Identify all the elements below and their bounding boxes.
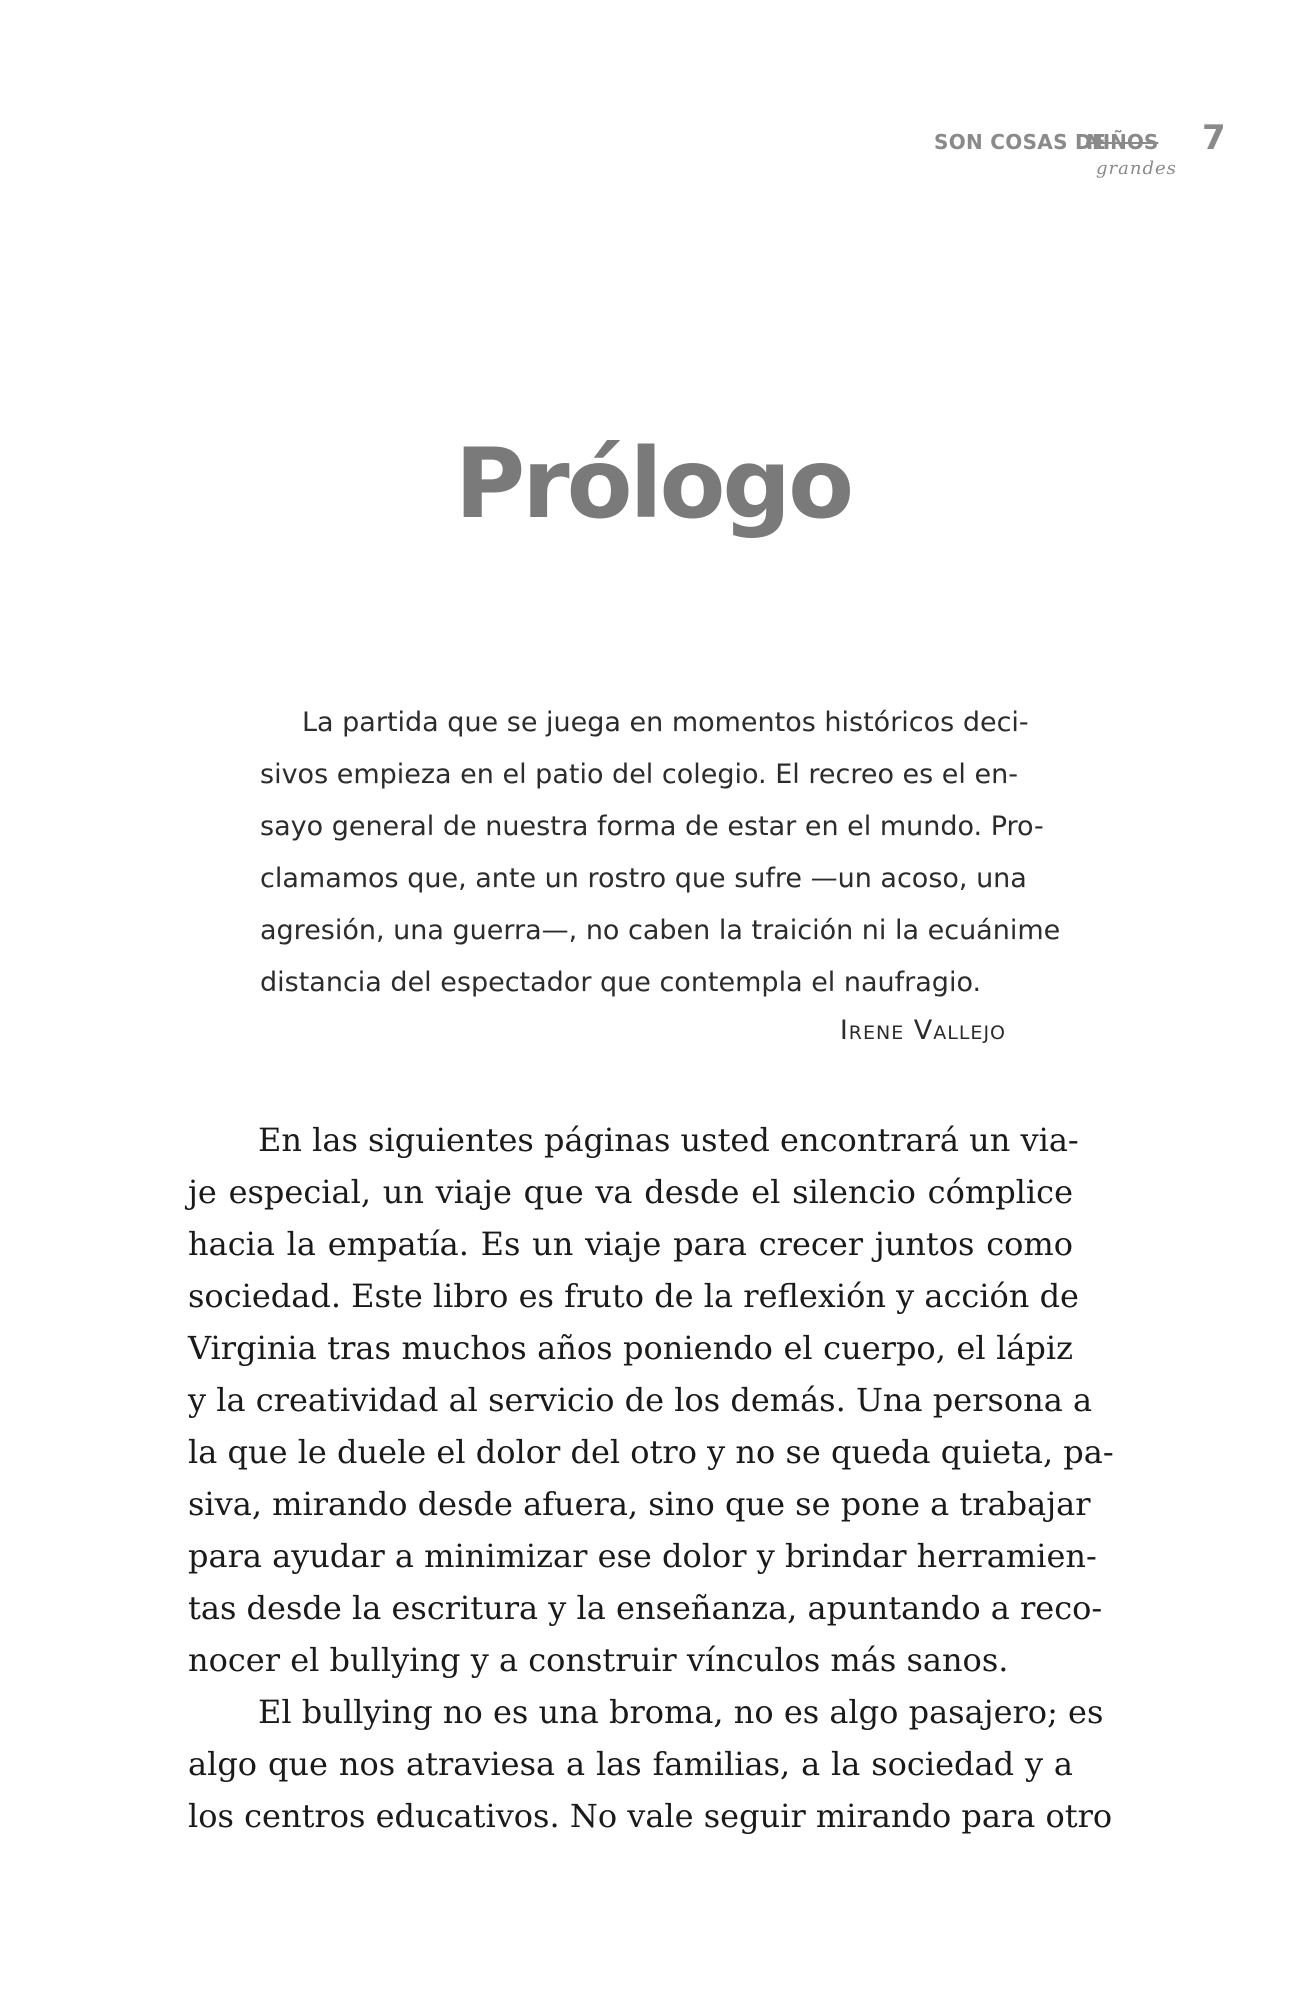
paragraph-line: para ayudar a minimizar ese dolor y brindar herramien- [188,1537,1097,1575]
page-number: 7 [1202,118,1226,158]
paragraph-line: algo que nos atraviesa a las familias, a la sociedad y a [188,1745,1073,1783]
paragraph-line: Virginia tras muchos años poniendo el cuerpo, el lápiz [188,1329,1073,1367]
paragraph-line: y la creatividad al servicio de los demás. Una persona a [188,1381,1093,1419]
epigraph-line: La partida que se juega en momentos históricos deci- [302,707,1029,738]
epigraph-line: sivos empieza en el patio del colegio. El recreo es el en- [260,759,1018,790]
handwritten-word: grandes [1096,158,1177,179]
paragraph-line: tas desde la escritura y la enseñanza, apuntando a reco- [188,1589,1103,1627]
running-title: SON COSAS DE [934,130,1106,154]
epigraph-line: distancia del espectador que contempla el naufragio. [260,967,982,998]
paragraph-line: sociedad. Este libro es fruto de la reflexión y acción de [188,1277,1079,1315]
paragraph-line: siva, mirando desde afuera, sino que se pone a trabajar [188,1485,1091,1523]
body-text [188,1114,1114,1842]
struck-word: NIÑOS [1086,130,1159,154]
paragraph-line: En las siguientes páginas usted encontrará un via- [258,1121,1079,1159]
paragraph-line: El bullying no es una broma, no es algo pasajero; es [258,1693,1104,1731]
paragraph-line: hacia la empatía. Es un viaje para crecer juntos como [188,1225,1073,1263]
epigraph-line: clamamos que, ante un rostro que sufre —un acoso, una [260,863,1027,894]
epigraph-line: sayo general de nuestra forma de estar en el mundo. Pro- [260,811,1044,842]
paragraph-line: los centros educativos. No vale seguir mirando para otro [188,1797,1113,1835]
paragraph-line: nocer el bullying y a construir vínculos más sanos. [188,1641,1009,1679]
paragraph-line: je especial, un viaje que va desde el silencio cómplice [188,1173,1073,1211]
epigraph-line: agresión, una guerra—, no caben la traición ni la ecuánime [260,915,1061,946]
chapter-title: Prólogo [454,428,852,540]
running-header [934,118,1234,178]
paragraph-line: la que le duele el dolor del otro y no se queda quieta, pa- [188,1433,1114,1471]
epigraph [260,697,1061,1009]
epigraph-author: Irene Vallejo [839,1015,1006,1046]
